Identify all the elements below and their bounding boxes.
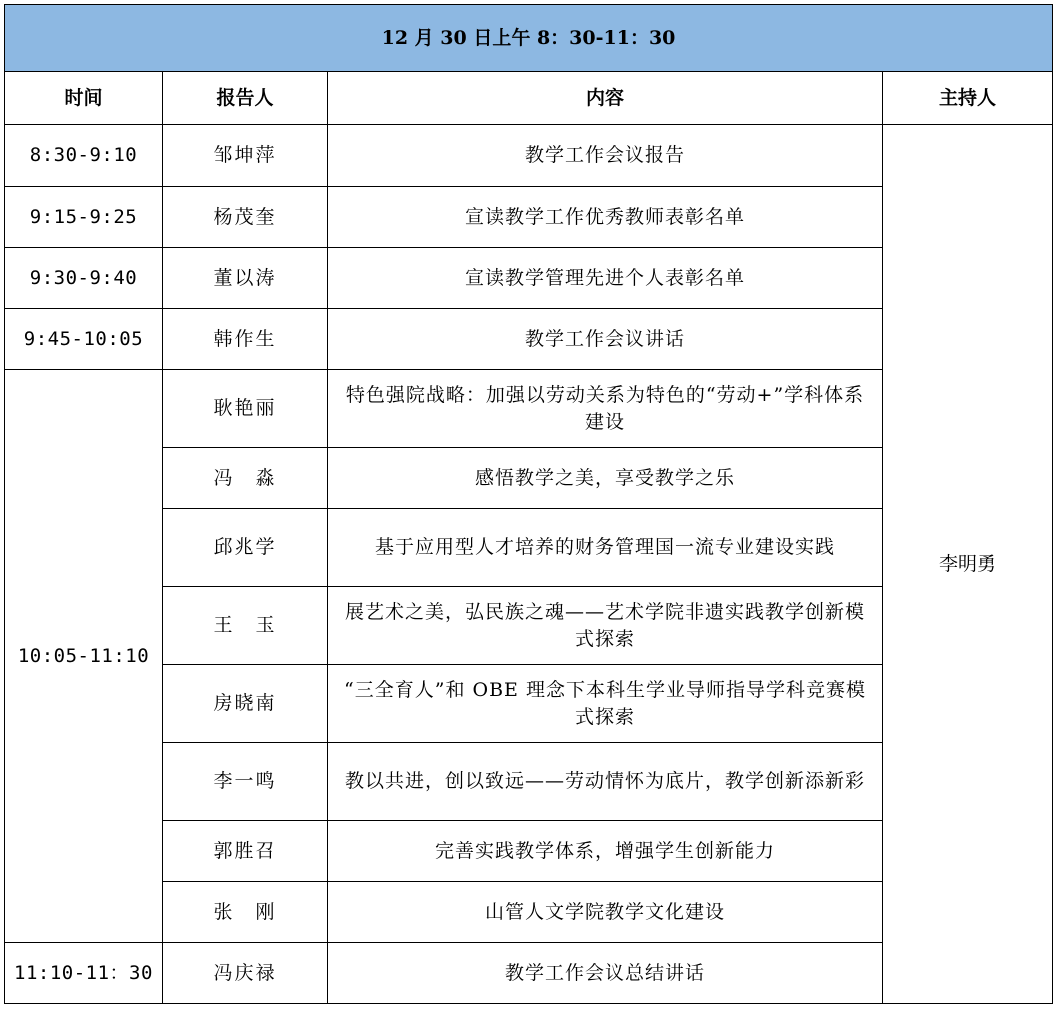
time-cell: 9:30-9:40 <box>5 248 163 309</box>
content-cell: 教学工作会议讲话 <box>328 309 883 370</box>
header-row <box>5 72 1053 125</box>
speaker-cell: 韩作生 <box>163 309 328 370</box>
speaker-cell: 李一鸣 <box>163 743 328 821</box>
schedule-table <box>4 4 1053 1004</box>
header-host: 主持人 <box>883 72 1053 125</box>
speaker-cell: 邹坤萍 <box>163 125 328 187</box>
speaker-cell: 张 刚 <box>163 882 328 943</box>
table-row <box>5 125 1053 187</box>
time-cell: 9:45-10:05 <box>5 309 163 370</box>
header-speaker: 报告人 <box>163 72 328 125</box>
group-time-cell: 10:05-11:10 <box>5 370 163 943</box>
speaker-cell: 王 玉 <box>163 587 328 665</box>
content-cell: 展艺术之美，弘民族之魂——艺术学院非遗实践教学创新模式探索 <box>328 587 883 665</box>
speaker-cell: 耿艳丽 <box>163 370 328 448</box>
content-cell: 感悟教学之美，享受教学之乐 <box>328 448 883 509</box>
speaker-cell: 房晓南 <box>163 665 328 743</box>
time-cell: 11:10-11：30 <box>5 943 163 1004</box>
content-cell: 基于应用型人才培养的财务管理国一流专业建设实践 <box>328 509 883 587</box>
content-cell: 山管人文学院教学文化建设 <box>328 882 883 943</box>
content-cell: “三全育人”和 OBE 理念下本科生学业导师指导学科竞赛模式探索 <box>328 665 883 743</box>
content-cell: 宣读教学工作优秀教师表彰名单 <box>328 187 883 248</box>
schedule-title: 12 月 30 日上午 8：30-11：30 <box>5 5 1053 72</box>
content-cell: 完善实践教学体系，增强学生创新能力 <box>328 821 883 882</box>
speaker-cell: 冯庆禄 <box>163 943 328 1004</box>
speaker-cell: 邱兆学 <box>163 509 328 587</box>
content-cell: 特色强院战略：加强以劳动关系为特色的“劳动+”学科体系建设 <box>328 370 883 448</box>
speaker-cell: 冯 淼 <box>163 448 328 509</box>
content-cell: 宣读教学管理先进个人表彰名单 <box>328 248 883 309</box>
host-cell: 李明勇 <box>883 125 1053 1004</box>
speaker-cell: 杨茂奎 <box>163 187 328 248</box>
content-cell: 教学工作会议总结讲话 <box>328 943 883 1004</box>
title-row <box>5 5 1053 72</box>
content-cell: 教以共进，创以致远——劳动情怀为底片，教学创新添新彩 <box>328 743 883 821</box>
content-cell: 教学工作会议报告 <box>328 125 883 187</box>
time-cell: 9:15-9:25 <box>5 187 163 248</box>
speaker-cell: 郭胜召 <box>163 821 328 882</box>
time-cell: 8:30-9:10 <box>5 125 163 187</box>
header-time: 时间 <box>5 72 163 125</box>
speaker-cell: 董以涛 <box>163 248 328 309</box>
header-content: 内容 <box>328 72 883 125</box>
